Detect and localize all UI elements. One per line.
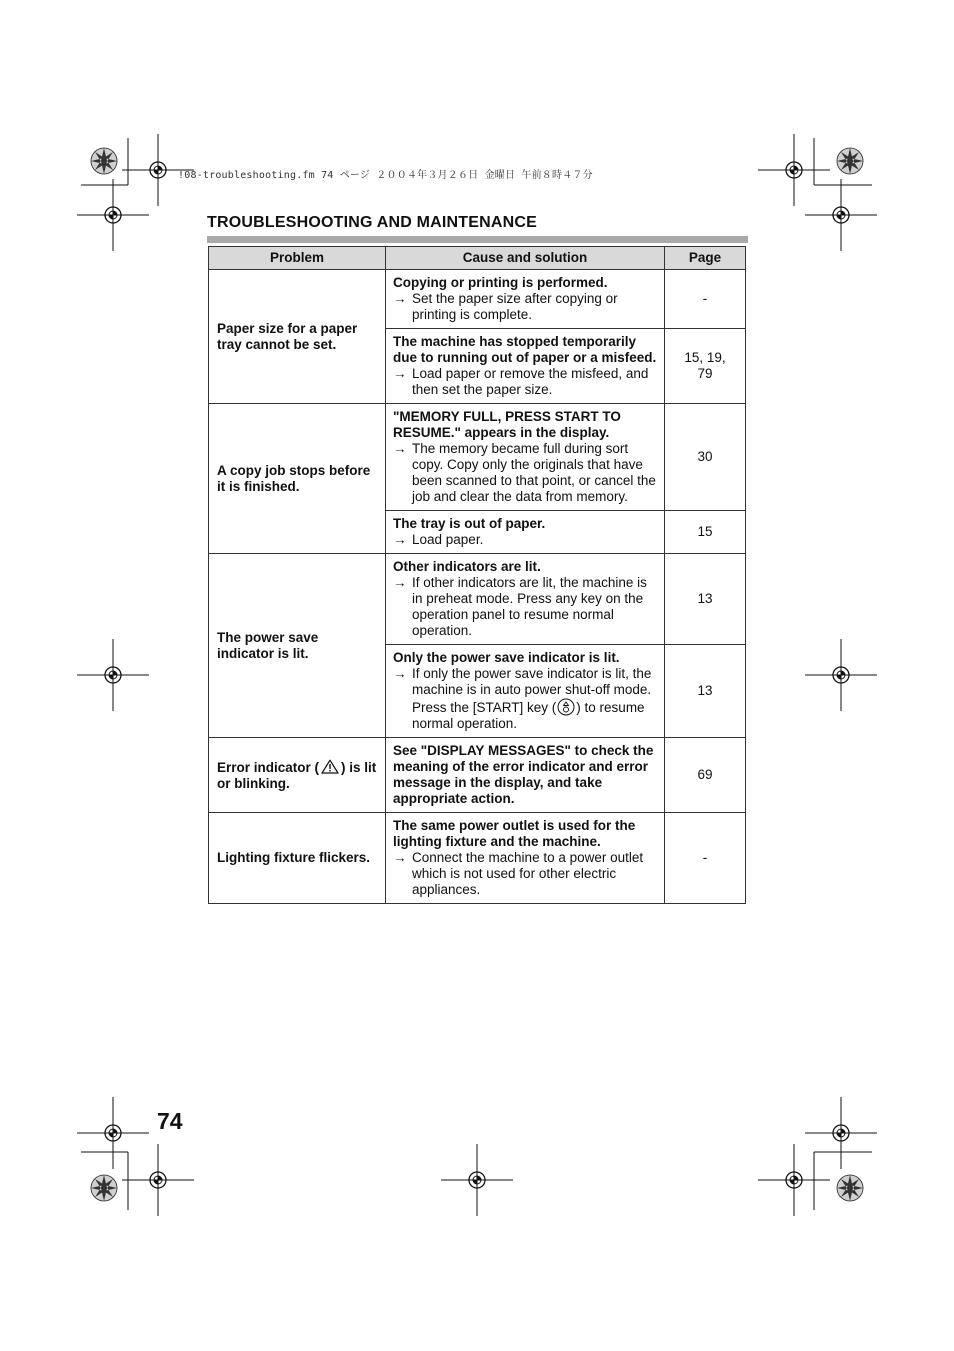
registration-mark-icon bbox=[122, 1144, 194, 1216]
cause-cell bbox=[386, 511, 665, 554]
solution-text: The memory became full during sort copy. Copy only the originals that have been scanned to that point, or cancel the job and clear the data from memory. bbox=[412, 441, 656, 504]
page-cell: 13 bbox=[665, 645, 746, 738]
registration-mark-icon bbox=[758, 134, 830, 206]
page-cell bbox=[665, 329, 746, 404]
table-row bbox=[209, 813, 746, 904]
cause-title: Only the power save indicator is lit. bbox=[393, 650, 620, 665]
page-cell: - bbox=[665, 270, 746, 329]
color-target-icon bbox=[837, 1175, 863, 1201]
registration-mark-icon bbox=[805, 179, 877, 251]
cause-title: "MEMORY FULL, PRESS START TO RESUME." appears in the display. bbox=[393, 409, 621, 440]
solution-text: If other indicators are lit, the machine is in preheat mode. Press any key on the operation panel to resume normal operation. bbox=[412, 575, 647, 638]
registration-mark-icon bbox=[441, 1144, 513, 1216]
cause-cell bbox=[386, 738, 665, 813]
solution-text: Load paper. bbox=[412, 532, 484, 547]
arrow-right-icon: → bbox=[393, 366, 407, 381]
header-page: Page bbox=[665, 247, 746, 270]
table-row bbox=[209, 554, 746, 645]
solution-text-before: If only the power save indicator is lit, the machine is in auto power shut-off mode. Press the [START] key ( bbox=[412, 666, 652, 715]
cause-cell bbox=[386, 404, 665, 511]
cause-title: Other indicators are lit. bbox=[393, 559, 541, 574]
problem-cell: Paper size for a paper tray cannot be set. bbox=[209, 270, 386, 404]
troubleshooting-table bbox=[208, 246, 746, 904]
arrow-right-icon: → bbox=[393, 850, 407, 865]
registration-mark-icon bbox=[805, 639, 877, 711]
arrow-right-icon: → bbox=[393, 575, 407, 590]
title-rule bbox=[207, 236, 748, 243]
cause-cell bbox=[386, 645, 665, 738]
table-row bbox=[209, 404, 746, 511]
arrow-right-icon: → bbox=[393, 532, 407, 547]
color-target-icon bbox=[837, 148, 863, 174]
page-cell: - bbox=[665, 813, 746, 904]
table-header-row bbox=[209, 247, 746, 270]
solution-text: Set the paper size after copying or printing is complete. bbox=[412, 291, 618, 322]
page-cell: 69 bbox=[665, 738, 746, 813]
table-row bbox=[209, 270, 746, 329]
header-cause: Cause and solution bbox=[386, 247, 665, 270]
solution bbox=[393, 575, 658, 639]
color-target-icon bbox=[91, 148, 117, 174]
cause-cell bbox=[386, 329, 665, 404]
arrow-right-icon: → bbox=[393, 291, 407, 306]
cause-cell bbox=[386, 554, 665, 645]
arrow-right-icon: → bbox=[393, 441, 407, 456]
problem-text-after: ) is lit or blinking. bbox=[217, 759, 377, 791]
section-title: TROUBLESHOOTING AND MAINTENANCE bbox=[207, 214, 538, 231]
cause-title: The same power outlet is used for the lighting fixture and the machine. bbox=[393, 818, 636, 849]
cause-title: See "DISPLAY MESSAGES" to check the meaning of the error indicator and error message in the display, and take appropriate action. bbox=[393, 743, 654, 806]
problem-cell bbox=[209, 738, 386, 813]
table-row bbox=[209, 738, 746, 813]
solution bbox=[393, 291, 658, 323]
cause-cell bbox=[386, 813, 665, 904]
registration-mark-icon bbox=[77, 1097, 149, 1169]
solution-text: Load paper or remove the misfeed, and then set the paper size. bbox=[412, 366, 649, 397]
solution bbox=[393, 666, 658, 732]
cause-title: The tray is out of paper. bbox=[393, 516, 546, 531]
cause-title: The machine has stopped temporarily due to running out of paper or a misfeed. bbox=[393, 334, 657, 365]
page-cell: 13 bbox=[665, 554, 746, 645]
solution bbox=[393, 532, 658, 548]
print-header: !08-troubleshooting.fm 74 ページ ２００４年３月２６日 金曜日 午前８時４７分 bbox=[178, 170, 593, 181]
solution bbox=[393, 366, 658, 398]
problem-cell: Lighting fixture flickers. bbox=[209, 813, 386, 904]
problem-cell bbox=[209, 554, 386, 738]
cause-title: Copying or printing is performed. bbox=[393, 275, 608, 290]
solution-text-after: ) to resume normal operation. bbox=[412, 700, 645, 731]
solution bbox=[393, 850, 658, 898]
header-problem: Problem bbox=[209, 247, 386, 270]
cause-cell bbox=[386, 270, 665, 329]
problem-text: The power save indicator is lit. bbox=[217, 629, 319, 661]
page-number: 74 bbox=[157, 1108, 183, 1134]
warning-triangle-icon bbox=[321, 759, 339, 774]
color-target-icon bbox=[91, 1175, 117, 1201]
page-ref: 15, 19, 79 bbox=[684, 350, 726, 381]
problem-cell: A copy job stops before it is finished. bbox=[209, 404, 386, 554]
start-key-icon bbox=[557, 698, 575, 716]
problem-text-before: Error indicator ( bbox=[217, 759, 320, 775]
page-cell: 15 bbox=[665, 511, 746, 554]
registration-mark-icon bbox=[77, 639, 149, 711]
solution bbox=[393, 441, 658, 505]
page-cell: 30 bbox=[665, 404, 746, 511]
registration-mark-icon bbox=[758, 1144, 830, 1216]
registration-mark-icon bbox=[805, 1097, 877, 1169]
solution-text: Connect the machine to a power outlet which is not used for other electric appliances. bbox=[412, 850, 644, 897]
arrow-right-icon: → bbox=[393, 666, 407, 681]
registration-mark-icon bbox=[77, 179, 149, 251]
